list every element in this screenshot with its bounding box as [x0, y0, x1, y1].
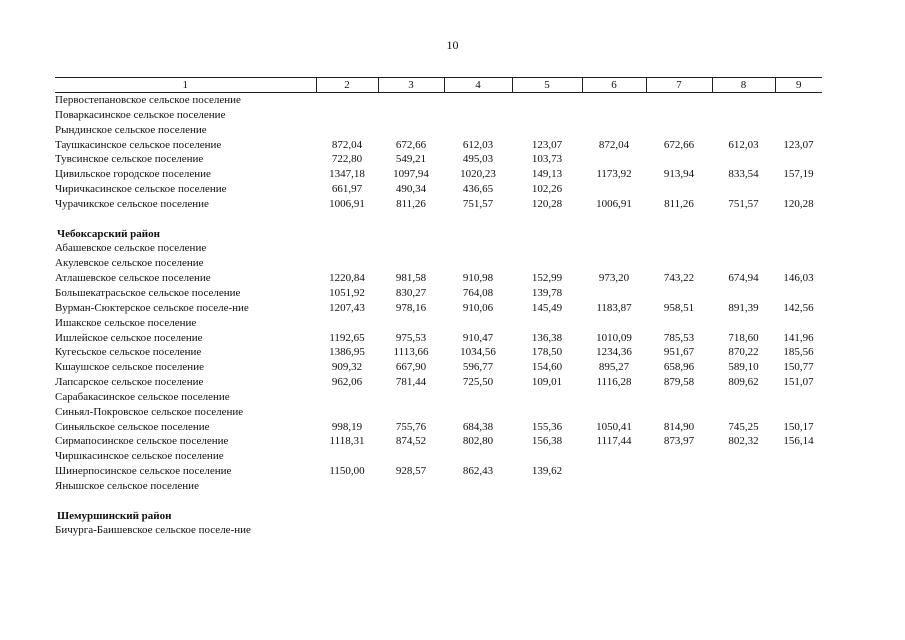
- table-row: [55, 93, 822, 108]
- value-cell: 151,07: [783, 376, 814, 389]
- value-cell: 833,54: [728, 168, 759, 181]
- column-header: 5: [512, 78, 582, 93]
- value-cell: [646, 390, 712, 405]
- value-cell: 830,27: [395, 286, 427, 299]
- table-row: [55, 375, 822, 390]
- value-cell: [582, 464, 646, 479]
- table-row: [55, 316, 822, 331]
- table-row: [55, 197, 822, 212]
- value-cell: 149,13: [531, 168, 563, 181]
- value-cell: 1347,18: [329, 168, 365, 181]
- value-cell: 150,77: [783, 361, 814, 374]
- value-cell: 1150,00: [329, 465, 365, 478]
- value-cell: [512, 316, 582, 331]
- value-cell: 136,38: [531, 331, 563, 344]
- district-name: Чебоксарский район: [57, 227, 160, 240]
- value-cell: 910,06: [462, 301, 494, 314]
- value-cell: [512, 256, 582, 271]
- value-cell: [712, 449, 775, 464]
- value-cell: 981,58: [395, 272, 427, 285]
- data-table: [55, 77, 822, 538]
- value-cell: 873,97: [663, 435, 695, 448]
- value-cell: [316, 390, 378, 405]
- value-cell: 962,06: [331, 376, 363, 389]
- settlement-name: Бичурга-Баишевское сельское поселе-ние: [55, 524, 251, 537]
- value-cell: [444, 523, 512, 538]
- value-cell: [316, 108, 378, 123]
- table-row: [55, 434, 822, 449]
- value-cell: [444, 390, 512, 405]
- value-cell: [512, 523, 582, 538]
- header-row: [55, 78, 822, 93]
- value-cell: [316, 316, 378, 331]
- value-cell: [378, 479, 444, 494]
- table-row: [55, 464, 822, 479]
- value-cell: [775, 108, 822, 123]
- value-cell: 146,03: [783, 272, 814, 285]
- value-cell: 145,49: [531, 301, 563, 314]
- value-cell: [378, 316, 444, 331]
- value-cell: 910,47: [462, 331, 494, 344]
- column-header: 9: [775, 78, 822, 93]
- value-cell: 1050,41: [596, 420, 632, 433]
- table-row: [55, 182, 822, 197]
- value-cell: [512, 390, 582, 405]
- value-cell: 879,58: [663, 376, 695, 389]
- value-cell: 1234,36: [596, 346, 632, 359]
- settlement-name: Абашевское сельское поселение: [55, 242, 207, 255]
- settlement-name: Чурачикское сельское поселение: [55, 197, 209, 210]
- value-cell: [444, 449, 512, 464]
- value-cell: [646, 479, 712, 494]
- value-cell: 156,14: [783, 435, 814, 448]
- value-cell: 928,57: [395, 465, 427, 478]
- value-cell: [512, 123, 582, 138]
- value-cell: [775, 241, 822, 256]
- value-cell: [712, 405, 775, 420]
- value-cell: 141,96: [783, 331, 814, 344]
- value-cell: [712, 123, 775, 138]
- value-cell: [582, 123, 646, 138]
- settlement-name: Сарабакасинское сельское поселение: [55, 390, 230, 403]
- value-cell: 1117,44: [596, 435, 632, 448]
- value-cell: 667,90: [395, 361, 427, 374]
- page-number: 10: [446, 38, 459, 52]
- value-cell: [512, 241, 582, 256]
- value-cell: 814,90: [663, 420, 695, 433]
- value-cell: [316, 523, 378, 538]
- value-cell: 802,80: [462, 435, 494, 448]
- value-cell: [378, 256, 444, 271]
- value-cell: 120,28: [531, 197, 563, 210]
- value-cell: [712, 152, 775, 167]
- value-cell: [646, 241, 712, 256]
- value-cell: 589,10: [728, 361, 759, 374]
- value-cell: [378, 405, 444, 420]
- settlement-name: Цивильское городское поселение: [55, 168, 211, 181]
- value-cell: [378, 390, 444, 405]
- value-cell: 490,34: [395, 183, 427, 196]
- value-cell: [378, 93, 444, 108]
- table-body: [55, 93, 822, 539]
- value-cell: 495,03: [462, 153, 494, 166]
- value-cell: [646, 316, 712, 331]
- value-cell: 109,01: [531, 376, 563, 389]
- value-cell: [512, 405, 582, 420]
- value-cell: [378, 108, 444, 123]
- value-cell: [582, 479, 646, 494]
- value-cell: [512, 108, 582, 123]
- value-cell: [646, 286, 712, 301]
- settlement-name: Ишакское сельское поселение: [55, 316, 197, 329]
- table-row: [55, 449, 822, 464]
- value-cell: [444, 108, 512, 123]
- value-cell: 152,99: [531, 272, 563, 285]
- value-cell: 910,98: [462, 272, 494, 285]
- value-cell: 811,26: [664, 197, 694, 210]
- settlement-name: Синьял-Покровское сельское поселение: [55, 405, 244, 418]
- value-cell: 751,57: [728, 197, 759, 210]
- value-cell: 674,94: [728, 272, 759, 285]
- value-cell: 891,39: [728, 301, 759, 314]
- value-cell: 895,27: [598, 361, 630, 374]
- value-cell: 123,07: [783, 138, 814, 151]
- value-cell: 1097,94: [393, 168, 429, 181]
- table-row: [55, 256, 822, 271]
- value-cell: [646, 523, 712, 538]
- value-cell: [582, 316, 646, 331]
- value-cell: [444, 405, 512, 420]
- value-cell: [775, 256, 822, 271]
- value-cell: 755,76: [395, 420, 427, 433]
- value-cell: 913,94: [663, 168, 695, 181]
- value-cell: 102,26: [531, 183, 563, 196]
- value-cell: [582, 449, 646, 464]
- value-cell: [775, 152, 822, 167]
- value-cell: 1006,91: [596, 197, 632, 210]
- value-cell: 1020,23: [460, 168, 496, 181]
- column-header: 7: [646, 78, 712, 93]
- value-cell: [316, 479, 378, 494]
- value-cell: 154,60: [531, 361, 563, 374]
- value-cell: [582, 286, 646, 301]
- table-row: [55, 405, 822, 420]
- value-cell: 811,26: [396, 197, 426, 210]
- settlement-name: Ишлейское сельское поселение: [55, 331, 203, 344]
- value-cell: 870,22: [728, 346, 759, 359]
- spacer-row: [55, 494, 822, 509]
- value-cell: 743,22: [663, 272, 695, 285]
- value-cell: [378, 449, 444, 464]
- value-cell: 998,19: [331, 420, 363, 433]
- value-cell: 612,03: [462, 138, 494, 151]
- settlement-name: Поваркасинское сельское поселение: [55, 108, 226, 121]
- value-cell: [582, 241, 646, 256]
- settlement-name: Большекатрасьское сельское поселение: [55, 286, 241, 299]
- settlement-name: Кшаушское сельское поселение: [55, 361, 204, 374]
- table-row: [55, 167, 822, 182]
- value-cell: 718,60: [728, 331, 759, 344]
- value-cell: 139,62: [531, 465, 563, 478]
- value-cell: [712, 93, 775, 108]
- spacer-row: [55, 212, 822, 227]
- value-cell: [646, 123, 712, 138]
- value-cell: 973,20: [598, 272, 630, 285]
- value-cell: 123,07: [531, 138, 563, 151]
- value-cell: 1173,92: [596, 168, 632, 181]
- value-cell: 951,67: [663, 346, 695, 359]
- value-cell: [444, 316, 512, 331]
- value-cell: 909,32: [331, 361, 363, 374]
- value-cell: 1118,31: [329, 435, 365, 448]
- value-cell: 103,73: [531, 153, 563, 166]
- table-row: [55, 345, 822, 360]
- value-cell: [582, 93, 646, 108]
- value-cell: 1051,92: [329, 286, 365, 299]
- value-cell: [775, 405, 822, 420]
- value-cell: 809,62: [728, 376, 759, 389]
- value-cell: 1113,66: [393, 346, 429, 359]
- settlement-name: Сирмапосинское сельское поселение: [55, 435, 229, 448]
- value-cell: 958,51: [663, 301, 695, 314]
- value-cell: [775, 286, 822, 301]
- table-row: [55, 152, 822, 167]
- value-cell: 751,57: [462, 197, 494, 210]
- value-cell: 155,36: [531, 420, 563, 433]
- value-cell: [646, 449, 712, 464]
- settlement-name: Шинерпосинское сельское поселение: [55, 465, 232, 478]
- value-cell: 1386,95: [329, 346, 365, 359]
- settlement-name: Первостепановское сельское поселение: [55, 94, 241, 106]
- value-cell: [582, 152, 646, 167]
- column-header: 4: [444, 78, 512, 93]
- value-cell: 874,52: [395, 435, 427, 448]
- value-cell: 157,19: [783, 168, 814, 181]
- value-cell: 764,08: [462, 286, 494, 299]
- table-row: [55, 479, 822, 494]
- value-cell: [582, 182, 646, 197]
- value-cell: [316, 93, 378, 108]
- table-row: [55, 138, 822, 153]
- value-cell: [712, 256, 775, 271]
- value-cell: [444, 241, 512, 256]
- value-cell: 745,25: [728, 420, 759, 433]
- value-cell: 178,50: [531, 346, 563, 359]
- value-cell: 139,78: [531, 286, 563, 299]
- value-cell: 142,56: [783, 301, 814, 314]
- column-header: 1: [55, 78, 316, 93]
- value-cell: [378, 241, 444, 256]
- value-cell: [775, 123, 822, 138]
- value-cell: [378, 523, 444, 538]
- table-row: [55, 108, 822, 123]
- district-name: Шемуршинский район: [57, 509, 172, 522]
- table-row: [55, 301, 822, 316]
- value-cell: 672,66: [663, 138, 695, 151]
- value-cell: 872,04: [331, 138, 363, 151]
- value-cell: [444, 93, 512, 108]
- value-cell: [646, 93, 712, 108]
- value-cell: 975,53: [395, 331, 427, 344]
- value-cell: 684,38: [462, 420, 494, 433]
- value-cell: 185,56: [783, 346, 814, 359]
- value-cell: 862,43: [462, 465, 494, 478]
- value-cell: 725,50: [462, 376, 494, 389]
- value-cell: 1034,56: [460, 346, 496, 359]
- value-cell: [712, 108, 775, 123]
- value-cell: 802,32: [728, 435, 759, 448]
- settlement-name: Рындинское сельское поселение: [55, 123, 207, 136]
- value-cell: 1192,65: [329, 331, 365, 344]
- value-cell: [316, 405, 378, 420]
- value-cell: [646, 464, 712, 479]
- value-cell: [582, 256, 646, 271]
- value-cell: [775, 464, 822, 479]
- table-row: [55, 286, 822, 301]
- value-cell: [712, 390, 775, 405]
- settlement-name: Чиршкасинское сельское поселение: [55, 450, 224, 463]
- value-cell: [444, 256, 512, 271]
- table-row: [55, 331, 822, 346]
- settlement-name: Кугесьское сельское поселение: [55, 346, 202, 359]
- value-cell: [316, 256, 378, 271]
- value-cell: [775, 93, 822, 108]
- value-cell: [712, 286, 775, 301]
- value-cell: [712, 479, 775, 494]
- settlement-name: Янышское сельское поселение: [55, 479, 199, 492]
- value-cell: [646, 152, 712, 167]
- value-cell: [646, 256, 712, 271]
- table-row: [55, 390, 822, 405]
- table-row: [55, 360, 822, 375]
- value-cell: [582, 405, 646, 420]
- settlement-name: Тувсинское сельское поселение: [55, 153, 204, 166]
- value-cell: [775, 182, 822, 197]
- column-header: 6: [582, 78, 646, 93]
- value-cell: [712, 182, 775, 197]
- value-cell: 661,97: [331, 183, 363, 196]
- value-cell: [712, 523, 775, 538]
- column-header: 3: [378, 78, 444, 93]
- value-cell: 612,03: [728, 138, 759, 151]
- value-cell: 1006,91: [329, 197, 365, 210]
- value-cell: [316, 123, 378, 138]
- table-row: [55, 123, 822, 138]
- settlement-name: Акулевское сельское поселение: [55, 257, 204, 270]
- value-cell: 436,65: [462, 183, 494, 196]
- value-cell: [646, 182, 712, 197]
- table-row: [55, 241, 822, 256]
- value-cell: [712, 316, 775, 331]
- column-header: 8: [712, 78, 775, 93]
- table-row: [55, 420, 822, 435]
- value-cell: [775, 316, 822, 331]
- value-cell: [582, 390, 646, 405]
- table-row: [55, 523, 822, 538]
- value-cell: [775, 449, 822, 464]
- value-cell: 781,44: [395, 376, 427, 389]
- value-cell: 120,28: [783, 197, 814, 210]
- value-cell: [646, 108, 712, 123]
- value-cell: 549,21: [395, 153, 427, 166]
- value-cell: 978,16: [395, 301, 427, 314]
- value-cell: [512, 93, 582, 108]
- value-cell: [512, 479, 582, 494]
- settlement-name: Синьяльское сельское поселение: [55, 420, 210, 433]
- value-cell: 785,53: [663, 331, 695, 344]
- value-cell: [775, 390, 822, 405]
- district-heading-row: [55, 227, 822, 242]
- value-cell: 872,04: [598, 138, 630, 151]
- value-cell: [582, 108, 646, 123]
- value-cell: [444, 479, 512, 494]
- value-cell: 722,80: [331, 153, 363, 166]
- value-cell: [582, 523, 646, 538]
- value-cell: [378, 123, 444, 138]
- value-cell: [316, 241, 378, 256]
- value-cell: [775, 479, 822, 494]
- value-cell: 1010,09: [596, 331, 632, 344]
- value-cell: [646, 405, 712, 420]
- table-row: [55, 271, 822, 286]
- value-cell: [775, 523, 822, 538]
- value-cell: 1220,84: [329, 272, 365, 285]
- value-cell: 1116,28: [596, 376, 632, 389]
- value-cell: 1207,43: [329, 301, 365, 314]
- settlement-name: Вурман-Сюктерское сельское поселе-ние: [55, 301, 249, 314]
- settlement-name: Лапсарское сельское поселение: [55, 376, 204, 389]
- value-cell: 150,17: [783, 420, 814, 433]
- value-cell: 672,66: [395, 138, 427, 151]
- settlement-name: Чиричкасинское сельское поселение: [55, 183, 227, 196]
- column-header: 2: [316, 78, 378, 93]
- value-cell: [316, 449, 378, 464]
- value-cell: [712, 241, 775, 256]
- value-cell: 658,96: [663, 361, 695, 374]
- value-cell: 596,77: [462, 361, 494, 374]
- value-cell: 156,38: [531, 435, 563, 448]
- settlement-name: Таушкасинское сельское поселение: [55, 138, 222, 151]
- district-heading-row: [55, 509, 822, 524]
- settlement-name: Атлашевское сельское поселение: [55, 272, 211, 285]
- value-cell: [712, 464, 775, 479]
- value-cell: [512, 449, 582, 464]
- value-cell: [444, 123, 512, 138]
- value-cell: 1183,87: [596, 301, 632, 314]
